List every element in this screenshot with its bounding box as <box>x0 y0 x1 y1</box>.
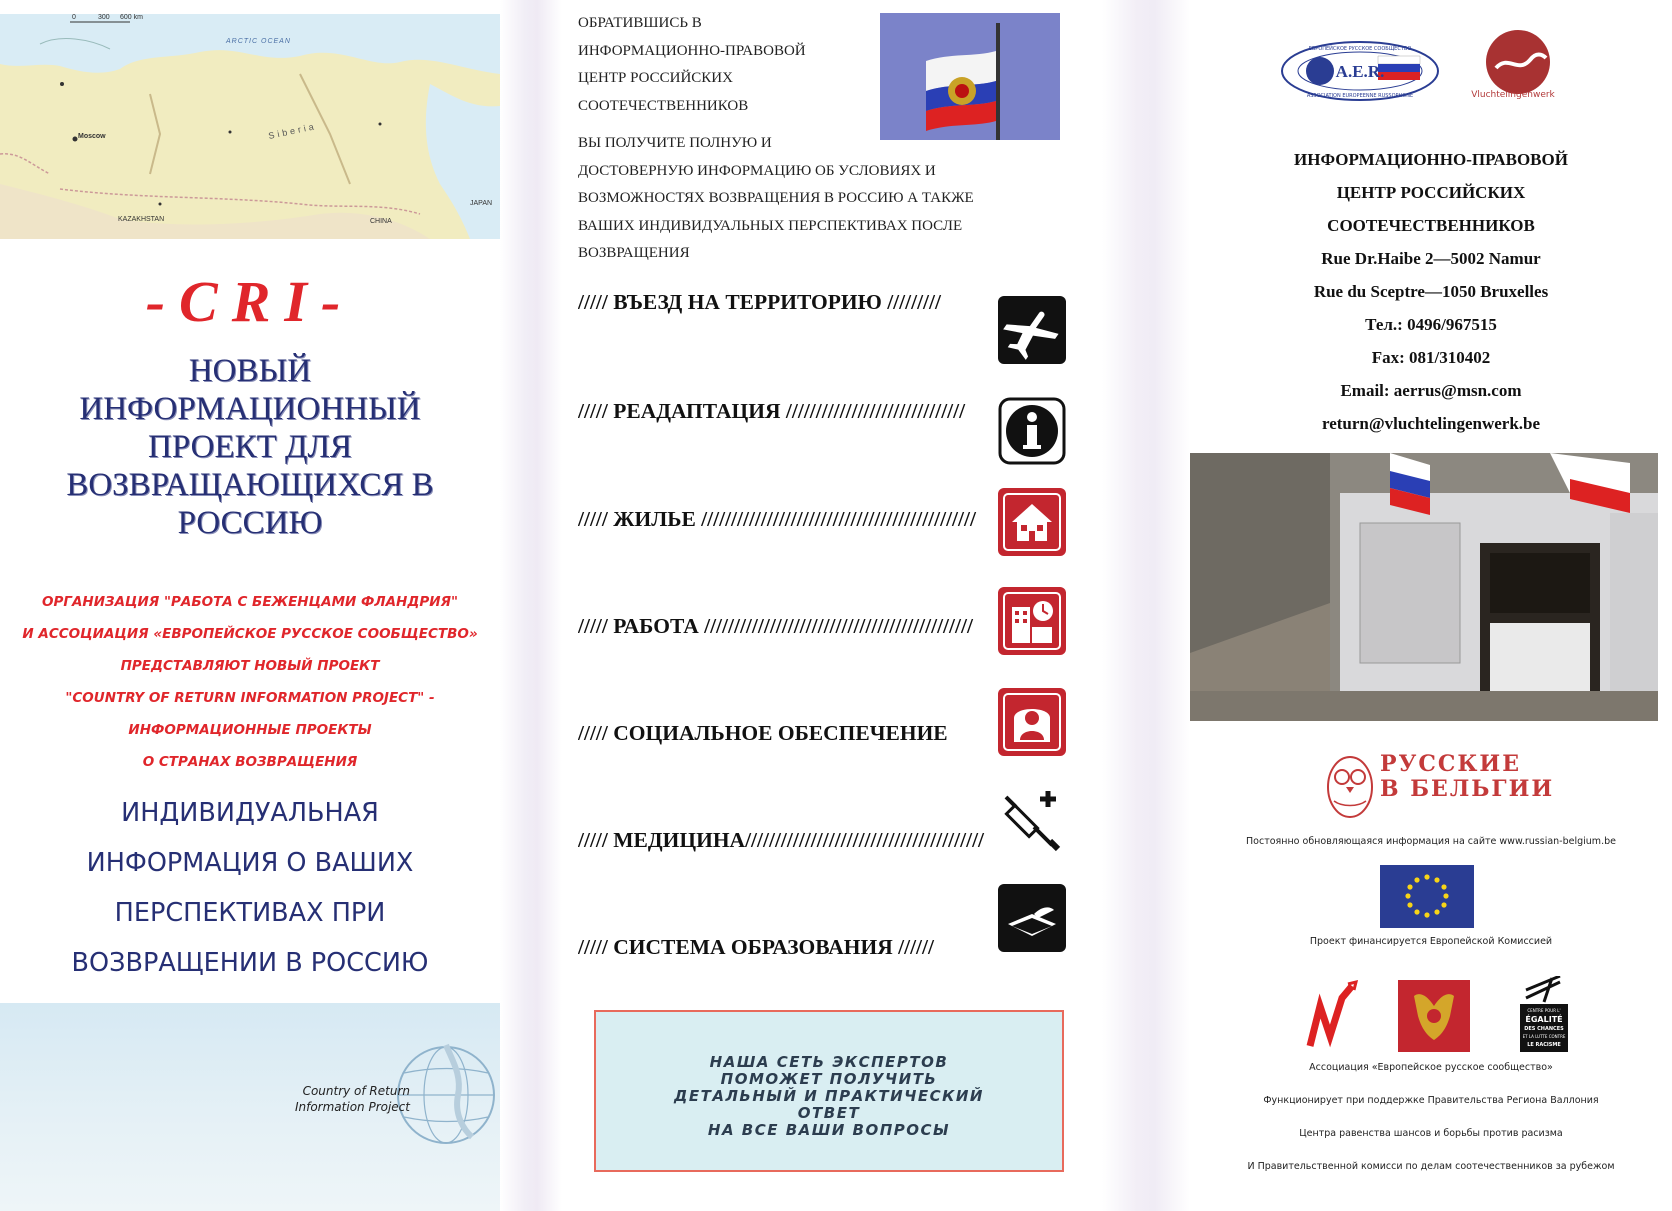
intro-line: ИНФОРМАЦИОННО-ПРАВОВОЙ <box>578 42 806 59</box>
experts-text <box>596 1054 1062 1139</box>
partner-logos <box>1290 976 1590 1056</box>
egalite-line: LE RACISME <box>1527 1042 1561 1048</box>
cover-title <box>20 352 480 542</box>
intro-line: ВОЗВРАЩЕНИЯ <box>578 245 690 261</box>
contact-email[interactable]: Email: aerrus@msn.com <box>1340 381 1522 400</box>
cover-title-line: ИНФОРМАЦИОННЫЙ <box>79 391 421 427</box>
intro-line: СООТЕЧЕСТВЕННИКОВ <box>578 97 749 114</box>
map-label-japan: JAPAN <box>470 200 493 207</box>
rb-line: В БЕЛЬГИИ <box>1380 776 1555 802</box>
aer-logo-text: A.E.R. <box>1335 62 1385 81</box>
map-label-arctic: ARCTIC OCEAN <box>226 38 291 45</box>
aer-ring-top: ЕВРОПЕЙСКОЕ РУССКОЕ СООБЩЕСТВО <box>1308 46 1412 52</box>
topic-work: ///// РАБОТА ///////////////////////////////////////////// <box>578 614 973 638</box>
intro-line: ДОСТОВЕРНУЮ ИНФОРМАЦИЮ ОБ УСЛОВИЯХ И <box>578 162 936 179</box>
cover-footer-band <box>0 1003 500 1211</box>
individual-info-text <box>20 788 480 988</box>
map-graphic <box>0 14 500 239</box>
individual-info-line: ПЕРСПЕКТИВАХ ПРИ <box>114 898 386 928</box>
organization-text <box>5 586 495 778</box>
map-scale-600: 600 km <box>120 14 143 21</box>
footer-line: Функционирует при поддержке Правительства Региона Валлония <box>1263 1095 1599 1106</box>
work-icon <box>998 587 1066 655</box>
airplane-icon <box>998 296 1066 364</box>
aer-ring-bottom: ASSOCIATION EUROPEENNE RUSSOPHONE <box>1306 93 1414 99</box>
egalite-line: CENTRE POUR L' <box>1527 1008 1561 1013</box>
intro-line: ВОЗМОЖНОСТЯХ ВОЗВРАЩЕНИЯ В РОССИЮ А ТАКЖЕ <box>578 190 974 206</box>
footer-line: Центра равенства шансов и борьбы против расизма <box>1299 1128 1563 1139</box>
contact-email-return[interactable]: return@vluchtelingenwerk.be <box>1321 414 1541 433</box>
map-label-moscow: Moscow <box>78 133 106 140</box>
cover-title-line: ПРОЕКТ ДЛЯ <box>148 429 352 465</box>
house-icon <box>998 488 1066 556</box>
russia-map <box>0 14 500 239</box>
intro-text-2 <box>578 130 1018 268</box>
map-label-kazakhstan: KAZAKHSTAN <box>118 216 165 223</box>
contact-address-bruxelles: Rue du Sceptre—1050 Bruxelles <box>1313 282 1549 301</box>
russians-in-belgium-logo-text <box>1380 752 1554 802</box>
map-scale-0: 0 <box>72 14 76 21</box>
info-icon <box>998 397 1066 465</box>
contact-fax: Fax: 081/310402 <box>1371 348 1491 367</box>
organization-line: ИНФОРМАЦИОННЫЕ ПРОЕКТЫ <box>128 722 372 738</box>
experts-line: НАША СЕТЬ ЭКСПЕРТОВ <box>709 1053 949 1071</box>
experts-box <box>594 1010 1064 1172</box>
cover-title-line: НОВЫЙ <box>188 353 312 389</box>
medicine-icon <box>998 787 1066 855</box>
experts-line: ОТВЕТ <box>797 1104 861 1122</box>
rb-line: РУССКИЕ <box>1380 751 1521 777</box>
topic-education: ///// СИСТЕМА ОБРАЗОВАНИЯ ////// <box>578 935 934 959</box>
fold-gutter <box>1102 0 1190 1211</box>
topic-entry: ///// ВЪЕЗД НА ТЕРРИТОРИЮ ///////// <box>578 290 941 314</box>
egalite-line: ÉGALITÉ <box>1525 1015 1563 1024</box>
topic-social: ///// СОЦИАЛЬНОЕ ОБЕСПЕЧЕНИЕ <box>578 721 948 745</box>
map-scale-300: 300 <box>98 14 110 21</box>
organization-line: О СТРАНАХ ВОЗВРАЩЕНИЯ <box>142 754 358 770</box>
eu-flag-icon <box>1380 865 1474 928</box>
contact-line: ЦЕНТР РОССИЙСКИХ <box>1336 183 1526 202</box>
organization-line: "COUNTRY OF RETURN INFORMATION PROJECT" - <box>65 690 435 706</box>
intro-line: ВЫ ПОЛУЧИТЕ ПОЛНУЮ И <box>578 135 772 151</box>
intro-line: ОБРАТИВШИСЬ В <box>578 15 702 31</box>
egalite-line: DES CHANCES <box>1524 1026 1564 1032</box>
eu-note: Проект финансируется Европейской Комиссией <box>1309 936 1553 947</box>
organization-line: ОРГАНИЗАЦИЯ "РАБОТА С БЕЖЕНЦАМИ ФЛАНДРИЯ" <box>41 594 459 610</box>
aer-logo <box>1280 40 1440 102</box>
experts-line: ПОМОЖЕТ ПОЛУЧИТЬ <box>720 1070 938 1088</box>
contacts-panel <box>1190 0 1672 1211</box>
experts-line: ДЕТАЛЬНЫЙ И ПРАКТИЧЕСКИЙ <box>674 1087 984 1105</box>
cover-title-line: РОССИЮ <box>177 505 323 541</box>
front-cover-panel <box>0 0 500 1211</box>
education-icon <box>998 884 1066 952</box>
contact-line: СООТЕЧЕСТВЕННИКОВ <box>1327 216 1535 235</box>
crip-line: Information Project <box>294 1100 410 1114</box>
cri-heading: -CRI- <box>145 269 355 334</box>
map-label-siberia: Siberia <box>267 121 318 141</box>
individual-info-line: ИНДИВИДУАЛЬНАЯ <box>121 798 379 828</box>
office-photo <box>1190 453 1658 721</box>
crip-line: Country of Return <box>302 1084 410 1098</box>
organization-line: И АССОЦИАЦИЯ «ЕВРОПЕЙСКОЕ РУССКОЕ СООБЩЕСТВО» <box>22 626 478 642</box>
individual-info-line: ИНФОРМАЦИЯ О ВАШИХ <box>86 848 414 878</box>
crip-caption <box>260 1083 410 1115</box>
social-icon <box>998 688 1066 756</box>
intro-line: ЦЕНТР РОССИЙСКИХ <box>578 70 733 86</box>
footer-line: Ассоциация «Европейское русское сообщество» <box>1309 1062 1553 1073</box>
intro-text-1 <box>578 10 858 120</box>
cover-title-line: ВОЗВРАЩАЮЩИХСЯ В <box>66 467 434 503</box>
topic-medicine: ///// МЕДИЦИНА//////////////////////////////////////// <box>578 828 985 852</box>
map-label-china: CHINA <box>370 218 392 225</box>
egalite-line: ET LA LUTTE CONTRE <box>1522 1034 1566 1039</box>
topic-housing: ///// ЖИЛЬЕ ////////////////////////////////////////////// <box>578 507 976 531</box>
individual-info-line: ВОЗВРАЩЕНИИ В РОССИЮ <box>71 948 429 978</box>
contact-line: ИНФОРМАЦИОННО-ПРАВОВОЙ <box>1294 150 1568 169</box>
contact-address-namur: Rue Dr.Haibe 2—5002 Namur <box>1321 249 1541 268</box>
footer-line: И Правительственной комисси по делам соотечественников за рубежом <box>1247 1161 1615 1172</box>
fold-gutter <box>500 0 562 1211</box>
site-note: Постоянно обновляющаяся информация на сайте www.russian-belgium.be <box>1246 836 1616 847</box>
contact-phone: Тел.: 0496/967515 <box>1365 315 1497 334</box>
topic-readaptation: ///// РЕАДАПТАЦИЯ ////////////////////////////// <box>578 399 966 423</box>
russian-flag-photo <box>880 13 1060 140</box>
wallonia-logo-icon <box>1310 986 1352 1046</box>
organization-line: ПРЕДСТАВЛЯЮТ НОВЫЙ ПРОЕКТ <box>120 658 380 674</box>
intro-line: ВАШИХ ИНДИВИДУАЛЬНЫХ ПЕРСПЕКТИВАХ ПОСЛЕ <box>578 217 963 234</box>
experts-line: НА ВСЕ ВАШИ ВОПРОСЫ <box>707 1121 951 1139</box>
vluchtelingenwerk-label: Vluchtelingenwerk <box>1471 90 1555 100</box>
services-panel <box>562 0 1102 1211</box>
